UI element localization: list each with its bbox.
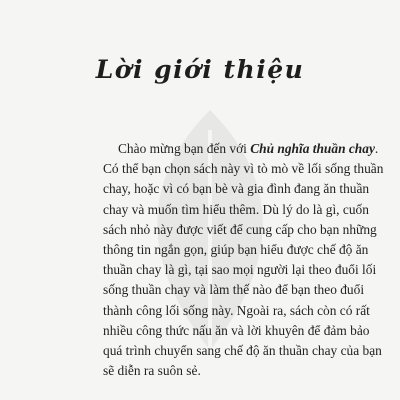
paragraph-line-7: thuần chay là gì, tại sao mọi người lại theo đuổi lối xyxy=(103,262,377,278)
paragraph-line-2: Có thể bạn chọn sách này vì tò mò về lối sống thuần xyxy=(103,161,384,177)
intro-paragraph xyxy=(103,139,384,381)
paragraph-line-5: sách nhỏ này được viết để cung cấp cho bạn những xyxy=(103,221,377,237)
paragraph-line-3: chay, hoặc vì có bạn bè và gia đình đang ăn thuần xyxy=(103,181,370,197)
paragraph-line-4: chay và muốn tìm hiểu thêm. Dù lý do là gì, cuốn xyxy=(103,201,369,217)
line-1-end: . xyxy=(374,141,379,156)
paragraph-line-8: sống thuần chay và làm thế nào để bạn theo đuổi xyxy=(103,282,365,298)
paragraph-line-9: thành công lối sống này. Ngoài ra, sách còn có rất xyxy=(103,302,370,318)
paragraph-line-6: thông tin ngắn gọn, giúp bạn hiểu được chế độ ăn xyxy=(103,242,369,258)
paragraph-line-11: quá trình chuyển sang chế độ ăn thuần chay của bạn xyxy=(103,343,382,359)
paragraph-line-1 xyxy=(103,139,379,159)
paragraph-line-12: sẽ diễn ra suôn sẻ. xyxy=(103,363,201,379)
book-title: Chủ nghĩa thuần chay xyxy=(250,141,375,156)
page-title: Lời giới thiệu xyxy=(95,55,305,84)
line-1-text: Chào mừng bạn đến với xyxy=(118,141,251,156)
paragraph-line-10: nhiều công thức nấu ăn và lời khuyên để đảm bảo xyxy=(103,322,370,338)
